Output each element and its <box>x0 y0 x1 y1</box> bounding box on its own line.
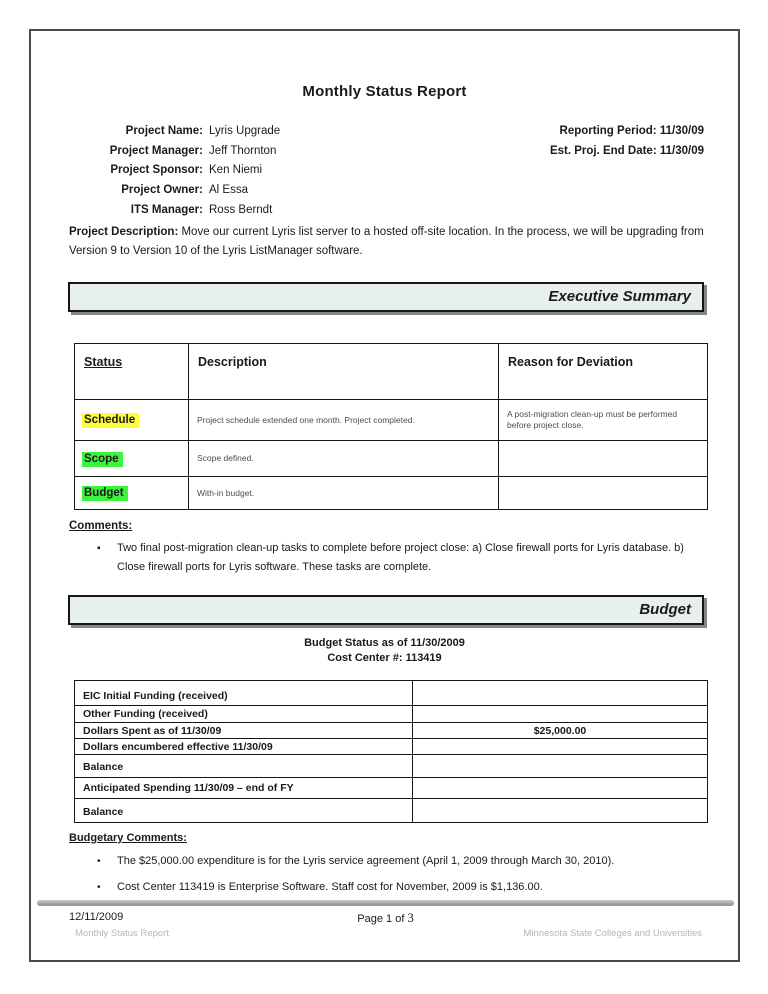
footer-divider <box>37 900 734 906</box>
budget-label-cell: Balance <box>75 799 413 823</box>
project-info-right <box>550 122 704 161</box>
bullet-icon: • <box>97 856 101 867</box>
budgetary-comments-heading: Budgetary Comments: <box>69 832 187 844</box>
list-item: ▪ Two final post-migration clean-up tasks to complete before project close: a) Close firewall ports for Lyris database. b) Close firewall ports for Lyris software. These tasks are complete. <box>69 539 711 577</box>
status-table-header-row <box>75 344 708 400</box>
table-row <box>75 778 708 799</box>
field-label: Project Sponsor: <box>110 164 203 177</box>
column-header-description: Description <box>189 344 499 400</box>
footer-org-name: Minnesota State Colleges and Universities <box>523 928 702 939</box>
field-project-sponsor <box>69 161 280 181</box>
table-row-schedule <box>75 400 708 441</box>
budget-label-cell: Balance <box>75 755 413 778</box>
table-row <box>75 723 708 739</box>
page-title: Monthly Status Report <box>302 83 467 100</box>
description-cell: Project schedule extended one month. Project completed. <box>189 400 499 441</box>
table-row <box>75 755 708 778</box>
field-value: 11/30/09 <box>659 125 704 137</box>
budget-value-cell <box>413 739 708 755</box>
project-description <box>69 223 709 261</box>
field-reporting-period <box>550 122 704 142</box>
budget-label-cell: Anticipated Spending 11/30/09 – end of FY <box>75 778 413 799</box>
budget-value-cell: $25,000.00 <box>413 723 708 739</box>
budget-table <box>74 680 708 823</box>
reason-cell: A post-migration clean-up must be performed before project close. <box>499 400 708 441</box>
bullet-icon: • <box>97 882 101 893</box>
budget-label-cell: Dollars encumbered effective 11/30/09 <box>75 739 413 755</box>
table-row <box>75 681 708 706</box>
budgetary-comments-list <box>69 852 711 904</box>
field-label: Project Owner: <box>121 184 203 197</box>
budget-status-line1: Budget Status as of 11/30/2009 <box>304 637 465 649</box>
field-est-end-date <box>550 142 704 162</box>
footer-date: 12/11/2009 <box>69 911 124 923</box>
table-row <box>75 799 708 823</box>
column-header-reason: Reason for Deviation <box>499 344 708 400</box>
budget-value-cell <box>413 706 708 723</box>
section-banner-budget: Budget <box>68 595 704 625</box>
field-value: 11/30/09 <box>659 144 704 157</box>
field-value: Ken Niemi <box>209 164 263 177</box>
status-cell <box>75 477 189 510</box>
budget-value-cell <box>413 778 708 799</box>
field-label: ITS Manager: <box>130 203 203 216</box>
project-description-label: Project Description: <box>69 226 179 238</box>
field-project-name <box>69 122 280 142</box>
footer-secondary-row <box>75 928 702 939</box>
status-highlight: Budget <box>82 486 128 501</box>
field-label: Est. Proj. End Date: <box>549 144 657 157</box>
field-value: Jeff Thornton <box>209 144 277 157</box>
field-label: Project Name: <box>125 125 203 137</box>
description-cell: Scope defined. <box>189 441 499 477</box>
table-row-scope <box>75 441 708 477</box>
field-value: Lyris Upgrade <box>209 125 281 137</box>
comments-list <box>69 539 711 584</box>
footer-page-number: Page 1 of 3 <box>357 911 414 925</box>
status-cell <box>75 400 189 441</box>
budget-label-cell: EIC Initial Funding (received) <box>75 681 413 706</box>
field-value: Ross Berndt <box>209 203 273 216</box>
bullet-icon: ▪ <box>97 543 101 554</box>
budget-label-cell: Other Funding (received) <box>75 706 413 723</box>
budget-value-cell <box>413 755 708 778</box>
list-item: • The $25,000.00 expenditure is for the Lyris service agreement (April 1, 2009 through March 30, 2010). <box>69 852 711 871</box>
table-row-budget <box>75 477 708 510</box>
reason-cell <box>499 441 708 477</box>
document-page <box>29 29 740 962</box>
description-cell: With-in budget. <box>189 477 499 510</box>
field-value: Al Essa <box>209 184 248 197</box>
status-highlight: Scope <box>82 452 123 467</box>
comments-heading: Comments: <box>69 520 133 532</box>
list-item: • Cost Center 113419 is Enterprise Software. Staff cost for November, 2009 is $1,136.00. <box>69 878 711 897</box>
budget-status-heading <box>31 636 738 666</box>
field-label: Reporting Period: <box>559 125 657 137</box>
budget-label-cell: Dollars Spent as of 11/30/09 <box>75 723 413 739</box>
section-banner-executive-summary: Executive Summary <box>68 282 704 312</box>
field-project-owner <box>69 181 280 201</box>
budget-status-line2: Cost Center #: 113419 <box>327 652 442 664</box>
table-row <box>75 706 708 723</box>
table-row <box>75 739 708 755</box>
project-info-left <box>69 122 280 221</box>
status-highlight: Schedule <box>82 413 139 428</box>
field-its-manager <box>69 201 280 221</box>
budget-value-cell <box>413 799 708 823</box>
column-header-status: Status <box>75 344 189 400</box>
budget-value-cell <box>413 681 708 706</box>
status-table <box>74 343 708 510</box>
status-cell <box>75 441 189 477</box>
field-label: Project Manager: <box>109 144 203 157</box>
project-description-text: Move our current Lyris list server to a hosted off-site location. In the process, we will be upgrading from Version 9 to Version 10 of the Lyris ListManager software. <box>69 226 704 257</box>
reason-cell <box>499 477 708 510</box>
field-project-manager <box>69 142 280 162</box>
footer-doc-name: Monthly Status Report <box>75 928 169 939</box>
